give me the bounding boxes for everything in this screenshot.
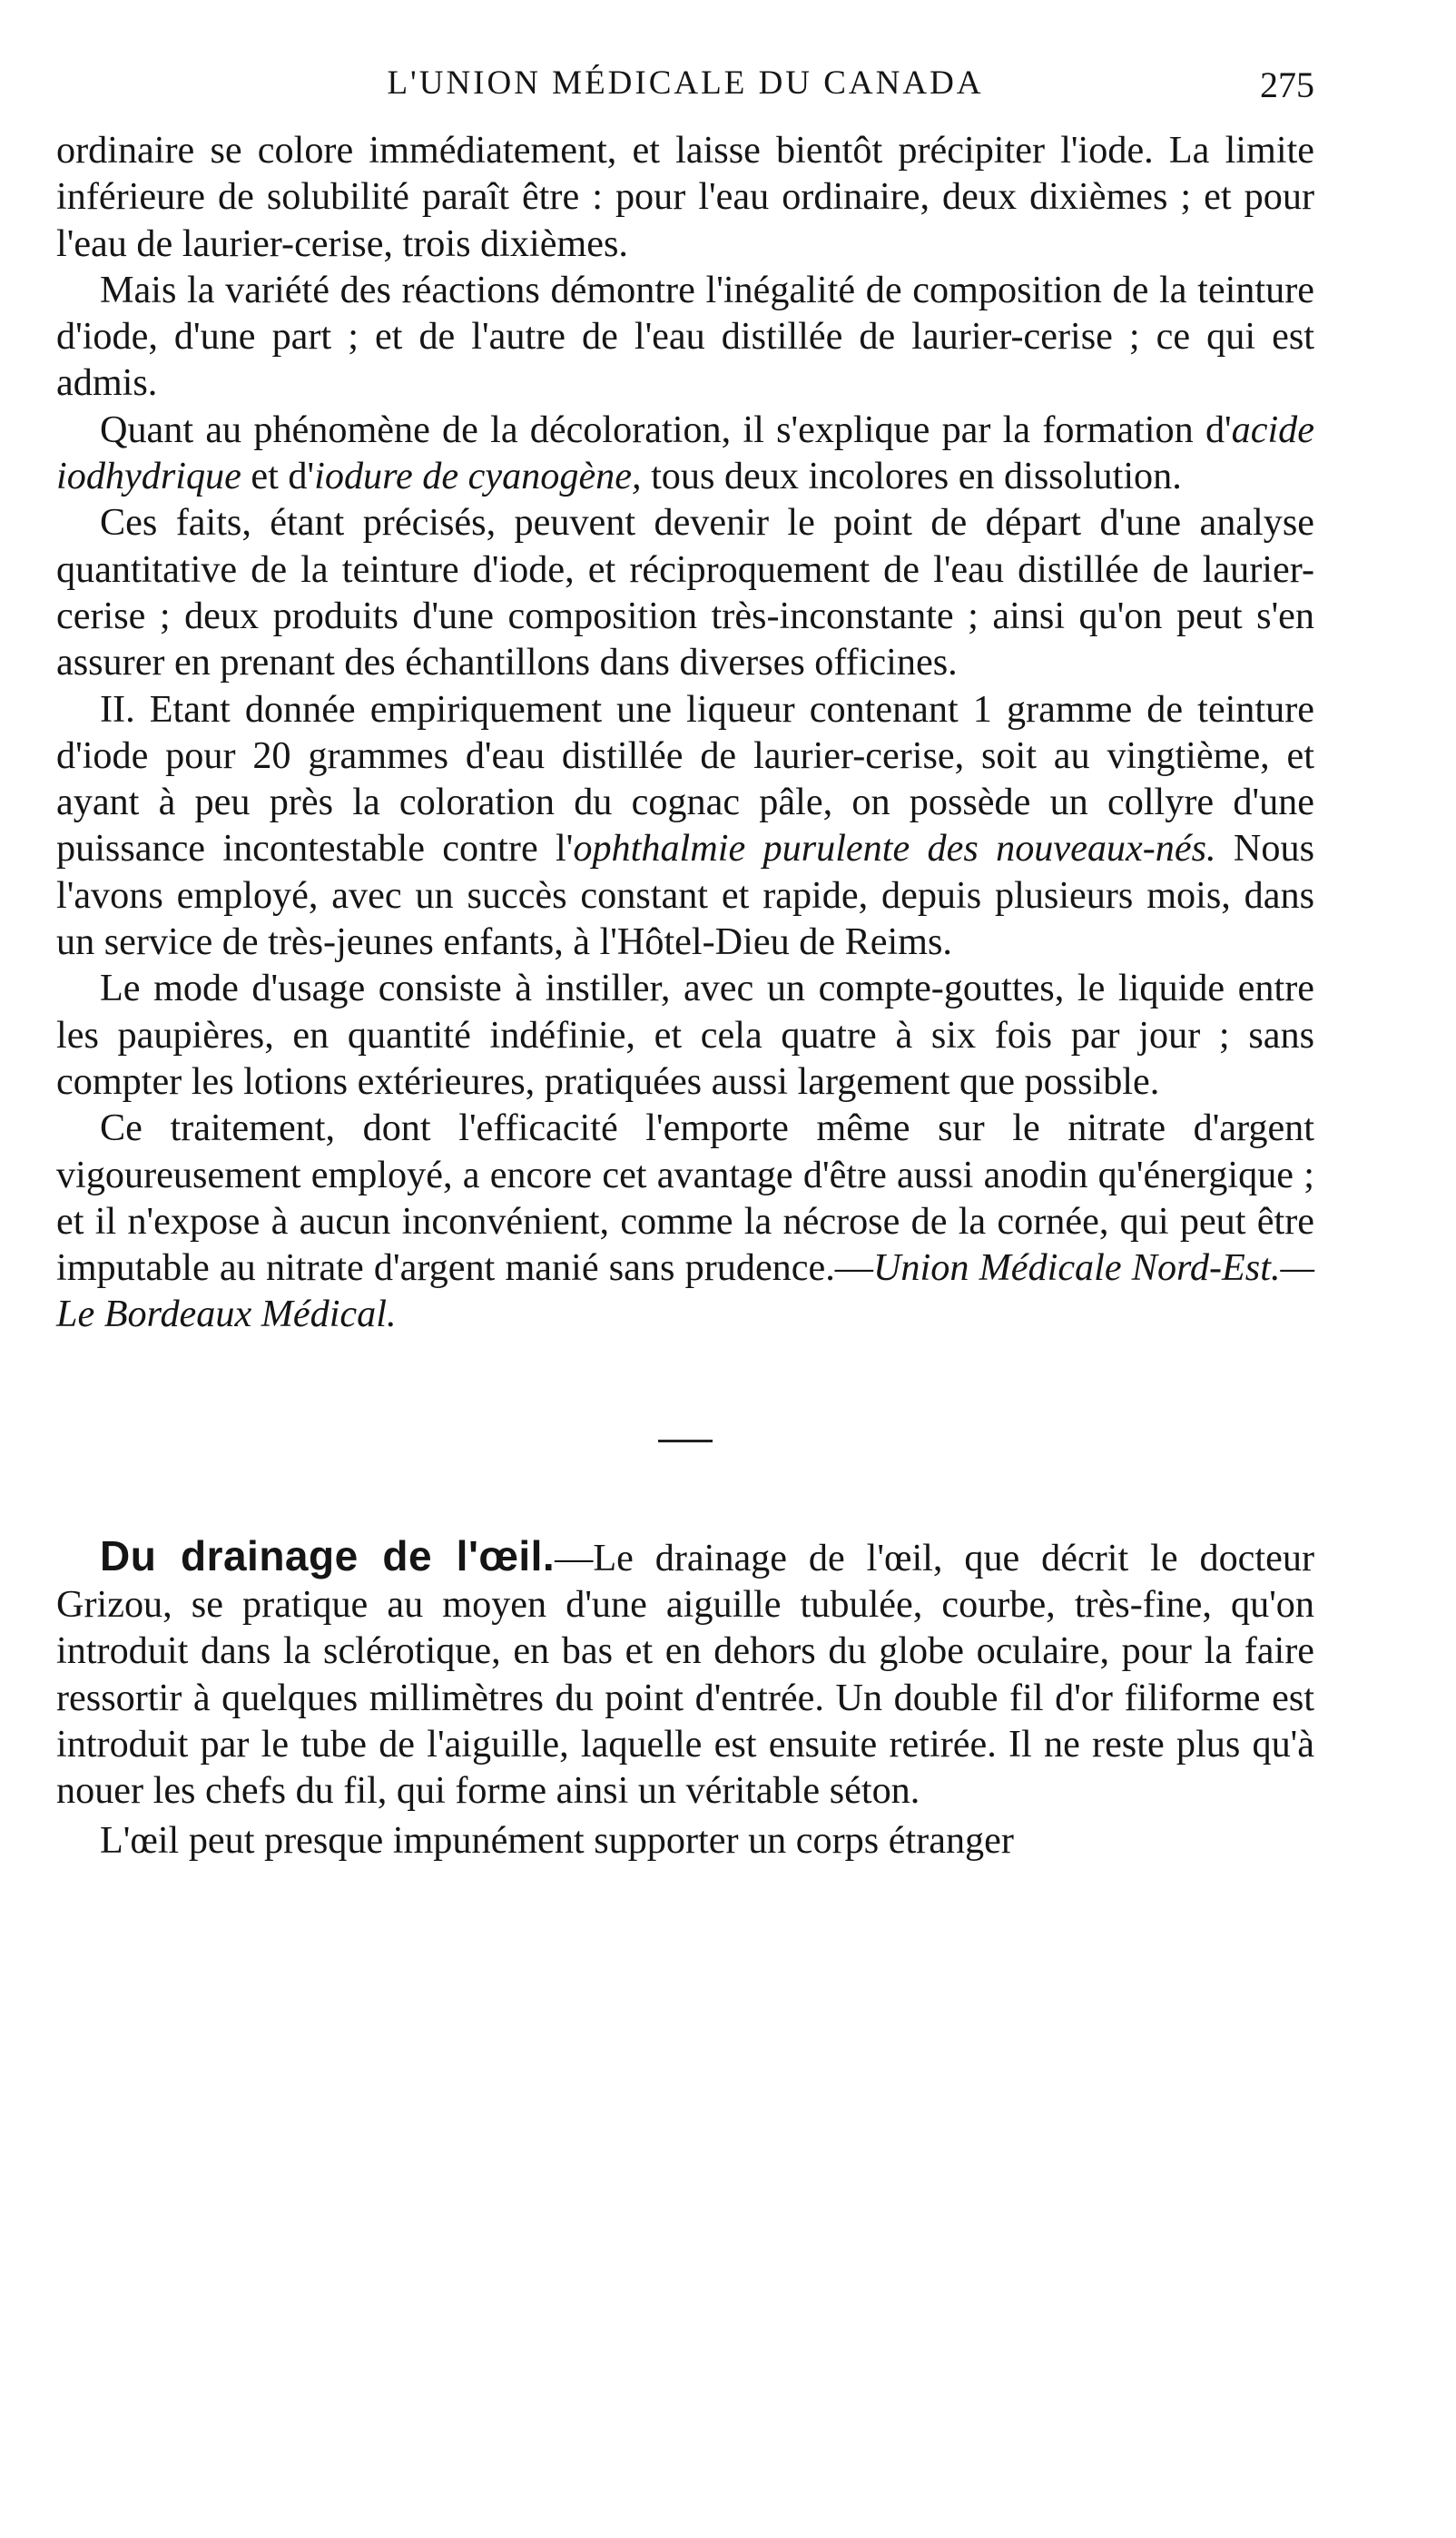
paragraph-text: II. Etant donnée empiriquement une liqueur contenant 1 gramme de teinture d'iode pour 20 grammes d'eau distillée de laurier-cerise, soit au vingtième, et ayant à peu près la coloration du cognac pâle, on possède un collyre d'une puissance incontestable contre l' — [56, 687, 1314, 871]
paragraph-3 — [56, 407, 1314, 500]
journal-title: L'UNION MÉDICALE DU CANADA — [387, 64, 984, 102]
italic-term: ophthalmie purulente des nouveaux-nés. — [573, 827, 1216, 871]
paragraph-4 — [56, 499, 1314, 685]
section-divider — [658, 1440, 713, 1442]
paragraph-text: Le mode d'usage consiste à instiller, avec un compte-gouttes, le liquide entre les paupières, en quantité indéfinie, et cela quatre à six fois par jour ; sans compter les lotions extérieures, pratiquées aussi largement que possible. — [56, 967, 1314, 1103]
italic-term: acide iodhydrique — [56, 408, 1314, 498]
paragraph-7 — [56, 1105, 1314, 1337]
paragraph-text: et d' — [241, 455, 315, 498]
paragraph-5 — [56, 686, 1314, 966]
article-body — [56, 127, 1314, 1864]
paragraph-text: ordinaire se colore immédiatement, et laisse bientôt précipiter l'iode. La limite inférieure de solubilité paraît être : pour l'eau ordinaire, deux dixièmes ; et pour l'eau de laurier-cerise, trois dixièmes. — [56, 129, 1314, 265]
paragraph-text: Nous l'avons employé, avec un succès constant et rapide, depuis plusieurs mois, dans un service de très-jeunes enfants, à l'Hôtel-Dieu de Reims. — [56, 827, 1314, 964]
paragraph-text: Ce traitement, dont l'efficacité l'emporte même sur le nitrate d'argent vigoureusement employé, a encore cet avantage d'être aussi anodin qu'énergique ; et il n'expose à aucun inconvénient, comme la nécrose de la cornée, qui peut être imputable au nitrate d'argent manié sans prudence.— — [56, 1107, 1314, 1290]
paragraph-text: tous deux incolores en dissolution. — [641, 455, 1182, 498]
section-paragraph-2 — [56, 1817, 1314, 1864]
paragraph-text: L'œil peut presque impunément supporter un corps étranger — [100, 1818, 1014, 1862]
document-page — [56, 64, 1314, 1864]
source-citation: Union Médicale Nord-Est.—Le Bordeaux Médical. — [56, 1246, 1314, 1336]
paragraph-text: Ces faits, étant précisés, peuvent devenir le point de départ d'une analyse quantitative de la teinture d'iode, et réciproquement de l'eau distillée de laurier-cerise ; deux produits d'une composition très-inconstante ; ainsi qu'on peut s'en assurer en prenant des échantillons dans diverses officines. — [56, 501, 1314, 684]
section-title: Du drainage de l'œil. — [100, 1531, 556, 1579]
section-paragraph-1 — [56, 1533, 1314, 1815]
paragraph-text: Mais la variété des réactions démontre l'inégalité de composition de la teinture d'iode, d'une part ; et de l'autre de l'eau distillée de laurier-cerise ; ce qui est admis. — [56, 268, 1314, 405]
running-head — [56, 64, 1314, 120]
paragraph-2 — [56, 267, 1314, 407]
paragraph-6 — [56, 965, 1314, 1105]
paragraph-1 — [56, 127, 1314, 267]
paragraph-text: —Le drainage de l'œil, que décrit le docteur Grizou, se pratique au moyen d'une aiguille tubulée, courbe, très-fine, qu'on introduit dans la sclérotique, en bas et en dehors du globe oculaire, pour la faire ressortir à quelques millimètres du point d'entrée. Un double fil d'or filiforme est introduit par le tube de l'aiguille, laquelle est ensuite retirée. Il ne reste plus qu'à nouer les chefs du fil, qui forme ainsi un véritable séton. — [56, 1536, 1315, 1813]
paragraph-text: Quant au phénomène de la décoloration, il s'explique par la formation d' — [100, 408, 1232, 451]
page-number: 275 — [1260, 64, 1314, 105]
italic-term: iodure de cyanogène, — [314, 455, 642, 498]
